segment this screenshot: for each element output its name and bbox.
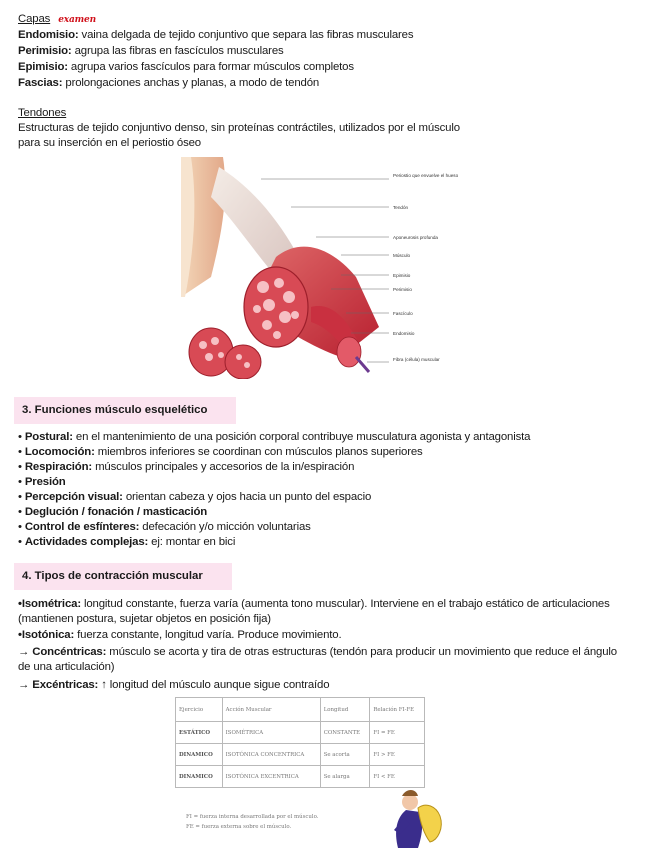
term: Postural: xyxy=(24,431,73,443)
table-cell: Se alarga xyxy=(320,766,370,788)
term: Locomoción: xyxy=(24,446,95,458)
label-periosteum: Periostio que envuelve el hueso xyxy=(393,173,459,178)
table-notes xyxy=(186,812,318,832)
label-tendon: Tendón xyxy=(393,205,409,210)
tendons-line-2: para su inserción en el periostio óseo xyxy=(18,137,201,149)
term: •Isométrica: xyxy=(18,598,81,610)
function-item: • Locomoción: miembros inferiores se coordinan con músculos planos superiores xyxy=(18,446,423,458)
table-header-cell: Acción Muscular xyxy=(222,698,320,722)
exam-tag: examen xyxy=(58,15,97,25)
table-cell: FI = FE xyxy=(370,722,425,744)
table-cell: DINAMICO xyxy=(176,744,223,766)
term: Endomisio: xyxy=(18,29,79,41)
table-cell: ISOTÓNICA EXCENTRICA xyxy=(222,766,320,788)
isotonic-paragraph xyxy=(18,628,341,643)
term: Fascias: xyxy=(18,77,63,89)
label-fascicle: Fascículo xyxy=(393,311,413,316)
term: Perimisio: xyxy=(18,45,72,57)
eccentric-paragraph xyxy=(18,678,329,693)
contraction-table xyxy=(175,697,425,788)
layers-title: Capas xyxy=(18,13,51,25)
definition: fuerza constante, longitud varía. Produce movimiento. xyxy=(74,629,342,641)
table-cell: Se acorta xyxy=(320,744,370,766)
table-header-cell: Ejercicio xyxy=(176,698,223,722)
function-item: • Actividades complejas: ej: montar en bici xyxy=(18,536,236,548)
definition: ej: montar en bici xyxy=(148,536,236,548)
function-item: • Percepción visual: orientan cabeza y ojos hacia un punto del espacio xyxy=(18,491,372,503)
weightlifter-cartoon-icon xyxy=(380,782,446,848)
function-item: • Postural: en el mantenimiento de una posición corporal contribuye musculatura agonista y antagonista xyxy=(18,431,531,443)
definition: prolongaciones anchas y planas, a modo de tendón xyxy=(62,77,320,89)
tendons-title: Tendones xyxy=(18,107,67,119)
concentric-paragraph xyxy=(18,645,628,675)
label-muscle: Músculo xyxy=(393,253,411,258)
label-perimysium: Perimisio xyxy=(393,287,412,292)
definition: miembros inferiores se coordinan con músculos planos superiores xyxy=(94,446,423,458)
isometric-paragraph xyxy=(18,597,628,627)
layer-endomisio xyxy=(18,28,413,43)
definition: defecación y/o micción voluntarias xyxy=(139,521,311,533)
table-header-row xyxy=(176,698,425,722)
label-fiber: Fibra (célula) muscular xyxy=(393,357,440,362)
term: •Isotónica: xyxy=(18,629,75,641)
tendons-line-1: Estructuras de tejido conjuntivo denso, sin proteínas contráctiles, utilizados por el músculo xyxy=(18,122,460,134)
table-cell: FI < FE xyxy=(370,766,425,788)
function-item: • Control de esfínteres: defecación y/o micción voluntarias xyxy=(18,521,311,533)
label-epimysium: Epimisio xyxy=(393,273,411,278)
term: Respiración: xyxy=(24,461,93,473)
function-item: • Deglución / fonación / masticación xyxy=(18,506,208,518)
definition: vaina delgada de tejido conjuntivo que separa las fibras musculares xyxy=(78,29,414,41)
table-cell: ESTÁTICO xyxy=(176,722,223,744)
definition: agrupa las fibras en fascículos musculares xyxy=(71,45,284,57)
term: Deglución / fonación / masticación xyxy=(24,506,208,518)
term: Actividades complejas: xyxy=(24,536,149,548)
term: Percepción visual: xyxy=(24,491,123,503)
definition: músculo se acorta y tira de otras estructuras (tendón para producir un movimiento que reduce el ángulo de una articulación) xyxy=(18,646,617,673)
label-endomysium: Endomisio xyxy=(393,331,415,336)
muscle-anatomy-illustration xyxy=(181,157,459,379)
term: Epimisio: xyxy=(18,61,68,73)
table-cell: FI > FE xyxy=(370,744,425,766)
definition: orientan cabeza y ojos hacia un punto del espacio xyxy=(122,491,372,503)
table-cell: CONSTANTE xyxy=(320,722,370,744)
term: → Excéntricas: xyxy=(18,679,99,691)
layer-epimisio xyxy=(18,60,354,75)
definition: músculos principales y accesorios de la in/espiración xyxy=(92,461,355,473)
layer-perimisio xyxy=(18,44,284,59)
label-aponeurosis: Aponeurosis profunda xyxy=(393,235,438,240)
contraction-heading: 4. Tipos de contracción muscular xyxy=(14,563,232,590)
definition: ↑ longitud del músculo aunque sigue contraído xyxy=(98,679,330,691)
definition: longitud constante, fuerza varía (aumenta tono muscular). Interviene en el trabajo estático de articulaciones (mantienen postura, sujetar objetos en posición fija) xyxy=(18,598,610,625)
note-fe: FE = fuerza externa sobre el músculo. xyxy=(186,824,292,830)
layer-fascias xyxy=(18,76,319,91)
table-cell: DINAMICO xyxy=(176,766,223,788)
functions-heading: 3. Funciones músculo esquelético xyxy=(14,397,236,424)
table-row xyxy=(176,744,425,766)
note-fi: FI = fuerza interna desarrollada por el músculo. xyxy=(186,814,319,820)
definition: en el mantenimiento de una posición corporal contribuye musculatura agonista y antagonista xyxy=(72,431,531,443)
term: Presión xyxy=(24,476,66,488)
table-header-cell: Relación FI-FE xyxy=(370,698,425,722)
table-cell: ISOTÓNICA CONCENTRICA xyxy=(222,744,320,766)
term: Control de esfínteres: xyxy=(24,521,140,533)
function-item: • Respiración: músculos principales y accesorios de la in/espiración xyxy=(18,461,355,473)
table-cell: ISOMÉTRICA xyxy=(222,722,320,744)
layers-title-line xyxy=(18,12,96,28)
function-item: • Presión xyxy=(18,476,66,488)
table-row xyxy=(176,722,425,744)
term: → Concéntricas: xyxy=(18,646,107,658)
table-header-cell: Longitud xyxy=(320,698,370,722)
definition: agrupa varios fascículos para formar músculos completos xyxy=(67,61,354,73)
